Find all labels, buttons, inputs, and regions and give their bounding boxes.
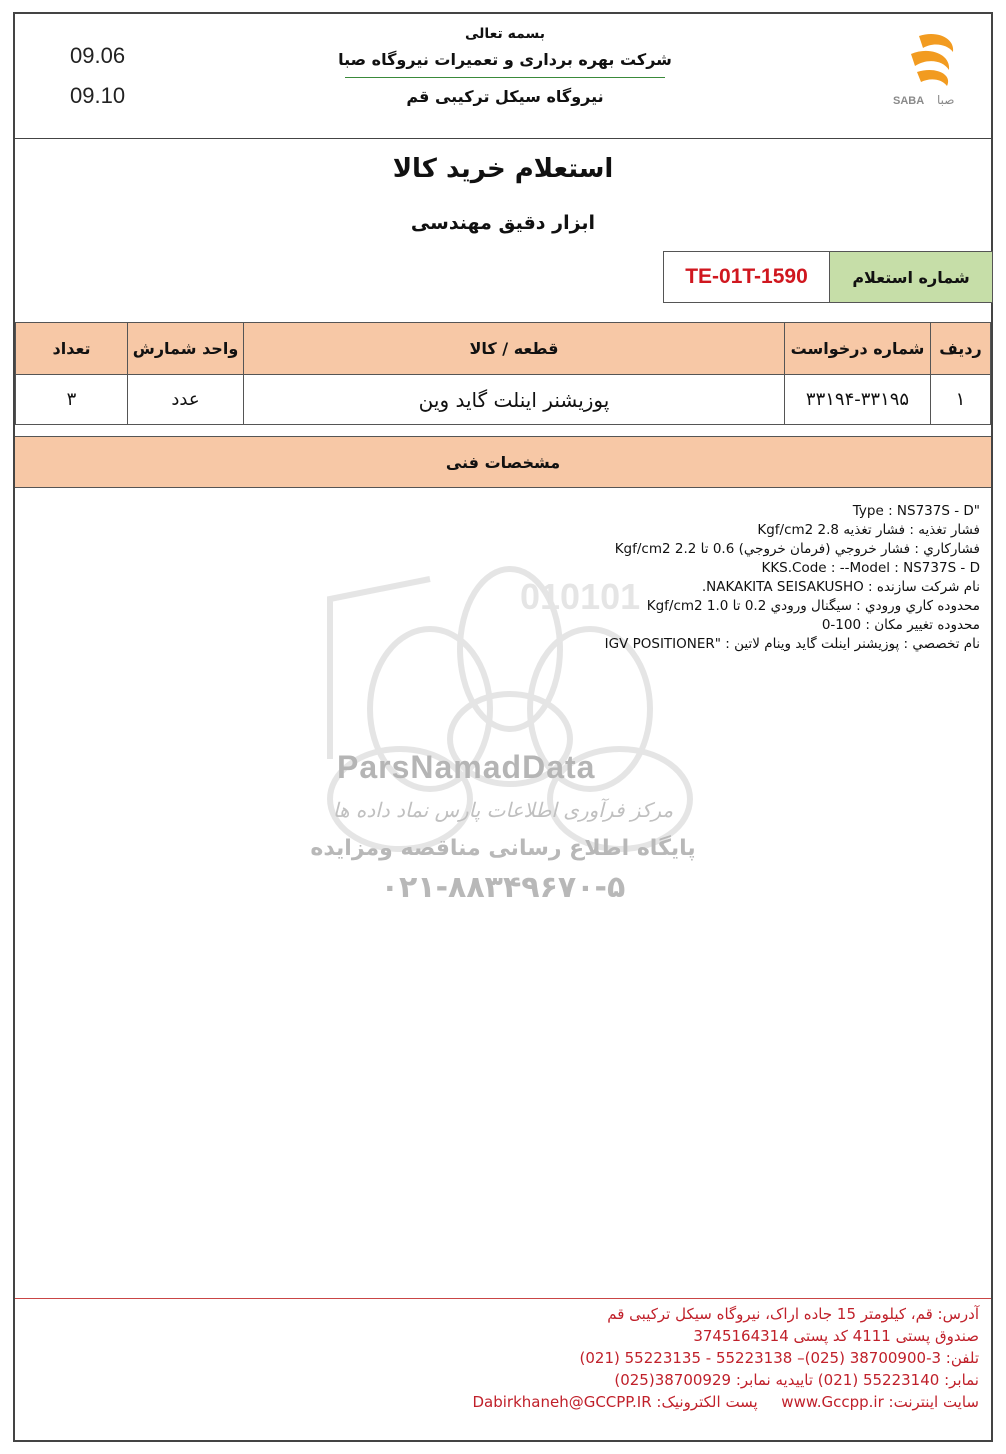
specs-list: [280, 502, 980, 654]
cell-request-no: ۳۳۱۹۴-۳۳۱۹۵: [785, 375, 931, 425]
footer-postbox: صندوق پستی 4111 کد پستی 3745164314: [693, 1327, 979, 1345]
watermark-brand: ParsNamadData: [337, 749, 596, 785]
col-header-request-no: شماره درخواست: [785, 323, 931, 375]
footer-contact: [79, 1303, 979, 1413]
logo-arc-mid: [911, 51, 949, 70]
inquiry-number-box: [663, 251, 993, 303]
page-subtitle: ابزار دقیق مهندسی: [410, 212, 596, 234]
footer-web-link[interactable]: www.Gccpp.ir: [781, 1393, 884, 1411]
col-header-row: ردیف: [931, 323, 991, 375]
spec-line: فشارکاري : فشار خروجي (فرمان خروجي) 0.6 تا 2.2 Kgf/cm2: [614, 541, 980, 557]
page-title: استعلام خرید کالا: [392, 154, 614, 184]
saba-logo-icon: [889, 28, 973, 108]
footer-email-label: پست الکترونیک:: [656, 1393, 758, 1411]
header-company-name: شرکت بهره برداری و تعمیرات نیروگاه صبا: [338, 50, 672, 69]
footer-fax: نمابر: 55223140 (021) تاییدیه نمابر: 38700929(025): [614, 1371, 979, 1389]
spec-line: نام شرکت سازنده : NAKAKITA SEISAKUSHO.: [701, 579, 980, 595]
watermark-line1: مرکز فرآوری اطلاعات پارس نماد داده ها: [332, 798, 674, 822]
spec-line: محدوده کاري ورودي : سيگنال ورودي 0.2 تا 1.0 Kgf/cm2: [646, 598, 980, 614]
watermark-phone: ۰۲۱-۸۸۳۴۹۶۷۰-۵: [380, 870, 626, 905]
header-bismillah: بسمه تعالی: [464, 26, 546, 42]
cell-unit: عدد: [128, 375, 244, 425]
watermark-line2: پایگاه اطلاع رسانی مناقصه ومزایده: [310, 836, 696, 861]
footer-phone: تلفن: 3-38700900 (025)– 55223138 - 55223135 (021): [579, 1349, 979, 1367]
svg-text:010101: 010101: [520, 576, 641, 617]
specs-heading: مشخصات فنی: [15, 436, 991, 488]
spec-line: محدوده تغيير مکان : 100-0: [821, 617, 980, 633]
items-table: [15, 322, 991, 425]
footer-email-link[interactable]: Dabirkhaneh@GCCPP.IR: [472, 1393, 652, 1411]
col-header-item: قطعه / کالا: [244, 323, 785, 375]
spec-line: نام تخصصي : پوزیشنر اینلت گاید وینام لاتین : "IGV POSITIONER: [604, 636, 980, 652]
inquiry-number-value: TE-01T-1590: [685, 265, 808, 288]
spec-line: "Type : NS737S - D: [852, 503, 980, 519]
spec-line: KKS.Code : --Model : NS737S - D: [761, 560, 980, 576]
spec-line: فشار تغذیه : فشار تغذیه 2.8 Kgf/cm2: [757, 522, 980, 538]
logo-arc-bottom: [917, 70, 948, 86]
date-code-top: 09.06: [70, 43, 126, 68]
cell-item: پوزیشنر اینلت گاید وین: [244, 375, 785, 425]
cell-qty: ۳: [16, 375, 128, 425]
header-plant-name: نیروگاه سیکل ترکیبی قم: [406, 87, 604, 106]
table-header-row: [16, 323, 991, 375]
cell-row: ۱: [931, 375, 991, 425]
footer-divider: [15, 1298, 991, 1299]
logo-arc-top: [919, 34, 953, 52]
svg-text:صبا: صبا: [937, 93, 955, 107]
footer-address: آدرس: قم، کیلومتر 15 جاده اراک، نیروگاه سیکل ترکیبی قم: [607, 1305, 979, 1323]
document-frame: [13, 12, 993, 1442]
table-row: [16, 375, 991, 425]
document-codes: [70, 36, 125, 116]
header-divider: [345, 77, 665, 78]
svg-text:SABA: SABA: [893, 95, 925, 107]
col-header-qty: تعداد: [16, 323, 128, 375]
inquiry-number-label: شماره استعلام: [829, 252, 992, 302]
footer-web-label: سایت اینترنت:: [888, 1393, 979, 1411]
footer-web-email: [79, 1391, 979, 1413]
header-titles: [335, 22, 675, 110]
col-header-unit: واحد شمارش: [128, 323, 244, 375]
letter-header: [15, 14, 991, 139]
date-code-bottom: 09.10: [70, 83, 126, 108]
